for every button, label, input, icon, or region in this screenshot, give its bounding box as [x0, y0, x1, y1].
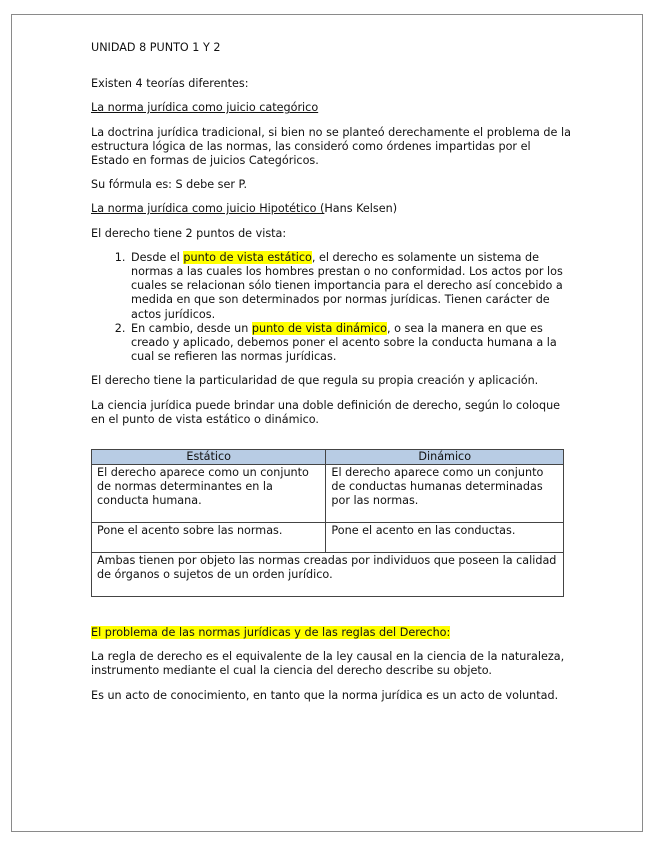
section1-paragraph: La doctrina jurídica tradicional, si bien no se planteó derechamente el problema de la estructura lógica de las normas, las consideró como órdenes impartidas por el Estado en formas de juicios Categóricos. — [91, 125, 571, 168]
table-cell: El derecho aparece como un conjunto de normas determinantes en la conducta humana. — [92, 465, 326, 523]
table-row — [92, 523, 564, 553]
highlighted-term: punto de vista estático — [183, 250, 312, 264]
table-cell: El derecho aparece como un conjunto de conductas humanas determinadas por las normas. — [326, 465, 564, 523]
section3-paragraph-1: La regla de derecho es el equivalente de la ley causal en la ciencia de la naturaleza, instrumento mediante el cual la ciencia del derecho describe su objeto. — [91, 650, 565, 678]
section3-paragraph-2: Es un acto de conocimiento, en tanto que la norma jurídica es un acto de voluntad. — [91, 688, 559, 702]
section2-heading-line — [91, 202, 571, 216]
table-row — [92, 553, 564, 597]
list-item — [129, 251, 571, 322]
document-page — [11, 14, 643, 832]
viewpoints-list — [91, 251, 571, 365]
intro-text: Existen 4 teorías diferentes: — [91, 77, 249, 91]
list-item-text: , o sea la manera en que es creado y aplicado, debemos poner el acento sobre la conducta humana a la cual se refieren las normas jurídicas. — [131, 321, 557, 364]
section2-heading-author: Hans Kelsen) — [324, 202, 398, 216]
section1-heading: La norma jurídica como juicio categórico — [91, 101, 319, 115]
table-header-dynamic: Dinámico — [326, 450, 564, 465]
section2-paragraph-2: El derecho tiene la particularidad de que regula su propia creación y aplicación. — [91, 374, 539, 388]
list-item-text: Desde el — [131, 250, 184, 264]
comparison-table — [91, 449, 564, 597]
table-header-static: Estático — [92, 450, 326, 465]
section2-lead: El derecho tiene 2 puntos de vista: — [91, 226, 287, 240]
section3-heading-line — [91, 626, 571, 640]
highlighted-term: punto de vista dinámico — [251, 321, 388, 335]
table-cell: Pone el acento en las conductas. — [326, 523, 564, 553]
section2-paragraph-3: La ciencia jurídica puede brindar una doble definición de derecho, según lo coloque en el punto de vista estático o dinámico. — [91, 398, 561, 426]
document-body — [91, 41, 571, 713]
table-cell: Pone el acento sobre las normas. — [92, 523, 326, 553]
section1-formula: Su fórmula es: S debe ser P. — [91, 178, 248, 192]
table-row — [92, 465, 564, 523]
list-item — [129, 322, 571, 365]
document-title: UNIDAD 8 PUNTO 1 Y 2 — [91, 41, 221, 54]
section2-heading: La norma jurídica como juicio Hipotético ( — [91, 202, 325, 216]
table-header-row — [92, 450, 564, 465]
table-footer-cell: Ambas tienen por objeto las normas creadas por individuos que poseen la calidad de órganos o sujetos de un orden jurídico. — [92, 553, 564, 597]
section3-heading: El problema de las normas jurídicas y de las reglas del Derecho: — [91, 626, 451, 640]
list-item-text: En cambio, desde un — [131, 321, 252, 335]
list-item-text: , el derecho es solamente un sistema de normas a las cuales los hombres prestan o no conformidad. Los actos por los cuales se relacionan sólo tienen importancia para el derecho así concebido a medida en que son determinados por normas jurídicas. Tienen carácter de actos jurídicos. — [131, 250, 563, 321]
